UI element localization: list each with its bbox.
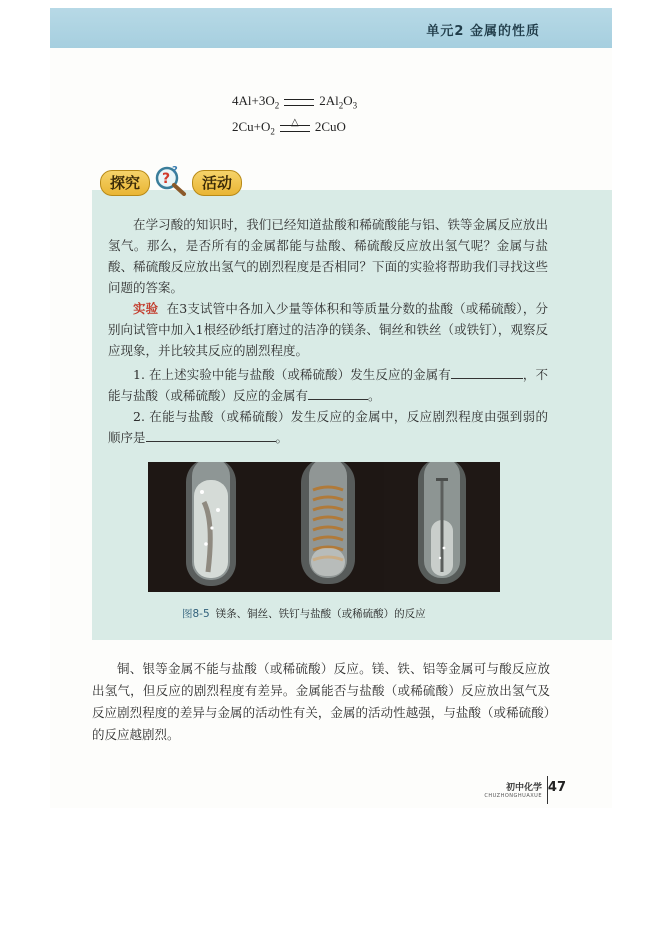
photo-iron-nail [384, 462, 500, 592]
question-1-text-2: ，不能与盐酸（或稀硫酸）反应的金属有 [108, 367, 548, 403]
explore-activity-title [100, 162, 248, 196]
answer-blank-reactivity-order[interactable] [146, 429, 276, 442]
question-1-end: 。 [368, 388, 381, 403]
eq2-reactant-sub: 2 [270, 126, 275, 137]
heat-triangle-icon: △ [291, 116, 299, 128]
footer-subject-block [484, 780, 542, 799]
question-1 [108, 364, 548, 406]
eq2-product: 2CuO [314, 119, 346, 134]
eq2-equals-sign [280, 116, 310, 132]
explore-title-right: 活动 [192, 170, 242, 196]
figure-caption-text: 镁条、铜丝、铁钉与盐酸（或稀硫酸）的反应 [215, 608, 426, 620]
answer-blank-nonreacting-metals[interactable] [308, 387, 368, 400]
question-1-text: 1. 在上述实验中能与盐酸（或稀硫酸）发生反应的金属有 [133, 367, 451, 382]
eq1-reactants: 4Al+3O [232, 93, 275, 108]
chemical-equations [232, 88, 357, 140]
eq1-product: 2Al [319, 93, 339, 108]
experiment-text: 在3支试管中各加入少量等体积和等质量分数的盐酸（或稀硫酸），分别向试管中加入1根经砂纸打磨过的洁净的镁条、铜丝和铁丝（或铁钉），观察反应现象，并比较其反应的剧烈程度。 [108, 301, 548, 358]
figure-caption [182, 606, 426, 621]
eq1-reactant-sub: 2 [274, 100, 280, 111]
svg-text:?: ? [172, 165, 178, 176]
eq1-equals-sign [284, 99, 314, 106]
eq1-product-sub2: 3 [352, 100, 358, 111]
experiment-paragraph [108, 298, 548, 361]
experiment-label: 实验 [133, 301, 159, 316]
question-2 [108, 406, 548, 448]
figure-number: 图8-5 [182, 608, 210, 620]
footer-pinyin: CHUZHONGHUAXUE [484, 793, 542, 799]
unit-header-band [50, 8, 612, 48]
footer-subject: 初中化学 [505, 783, 542, 793]
page-number: 47 [547, 780, 566, 795]
conclusion-paragraph: 铜、银等金属不能与盐酸（或稀硫酸）反应。镁、铁、铝等金属可与酸反应放出氢气，但反应的剧烈程度有差异。金属能否与盐酸（或稀硫酸）反应放出氢气及反应剧烈程度的差异与金属的活动性有关，金属的活动性越强，与盐酸（或稀硫酸）的反应越剧烈。 [92, 661, 550, 742]
eq1-product-mid: O [343, 93, 353, 108]
answer-blank-reacting-metals[interactable] [451, 366, 523, 379]
eq2-reactants: 2Cu+O [232, 119, 271, 134]
photo-copper-wire [265, 462, 391, 592]
explore-intro-paragraph: 在学习酸的知识时，我们已经知道盐酸和稀硫酸能与铝、铁等金属反应放出氢气。那么，是否所有的金属都能与盐酸、稀硫酸反应放出氢气呢？金属与盐酸、稀硫酸反应放出氢气的剧烈程度是否相同？下面的实验将帮助我们寻找这些问题的答案。 [108, 217, 548, 295]
photo-magnesium-ribbon [148, 462, 274, 592]
question-2-text: 2. 在能与盐酸（或稀硫酸）发生反应的金属中，反应剧烈程度由强到弱的顺序是 [108, 409, 548, 445]
eq1-product-sub1: 2 [338, 100, 344, 111]
svg-text:?: ? [162, 171, 171, 187]
figure-photos [148, 462, 558, 592]
equation-copper [232, 114, 357, 140]
explore-title-left: 探究 [100, 170, 150, 196]
unit-title: 单元2 金属的性质 [426, 24, 540, 39]
magnifier-question-icon [152, 162, 188, 196]
question-2-end: 。 [275, 430, 289, 445]
